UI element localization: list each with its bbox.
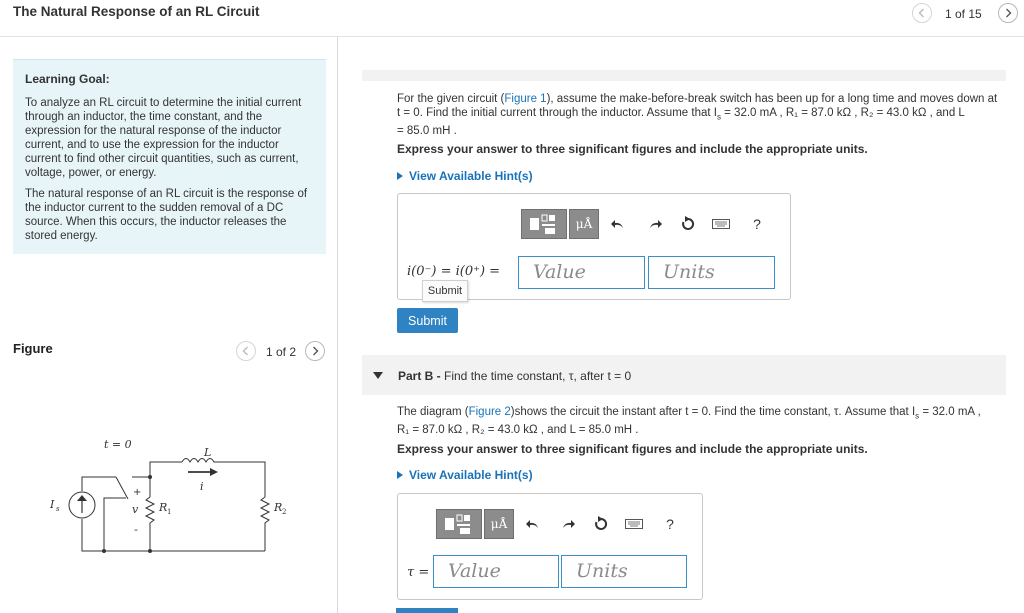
- part-a-header-bar: [362, 70, 1006, 81]
- chevron-left-icon: [241, 346, 251, 356]
- part-a-question: [397, 92, 1007, 138]
- templates-button[interactable]: [436, 509, 482, 539]
- part-a-submit-button[interactable]: Submit: [397, 308, 458, 333]
- part-b-q-line1: )shows the circuit the instant after t = 0. Find the time constant, τ. Assume that I: [510, 406, 916, 418]
- column-divider: [337, 36, 338, 613]
- part-a-q-line2: t = 0. Find the initial current through the inductor. Assume that I: [397, 107, 717, 119]
- undo-icon[interactable]: [609, 215, 627, 233]
- redo-icon[interactable]: [559, 515, 577, 533]
- label-i: i: [200, 480, 204, 493]
- prev-item-button[interactable]: [912, 3, 932, 23]
- part-b-value-input[interactable]: Value: [433, 555, 559, 588]
- figure-label: Figure: [13, 341, 53, 356]
- page-title: The Natural Response of an RL Circuit: [13, 4, 260, 19]
- keyboard-icon[interactable]: [624, 515, 644, 533]
- part-b-units-input[interactable]: Units: [561, 555, 687, 588]
- chevron-right-icon: [1003, 8, 1013, 18]
- part-b-answer-label: τ =: [407, 565, 430, 580]
- part-b-hints-link[interactable]: [397, 468, 533, 482]
- part-a-hints-label: View Available Hint(s): [409, 169, 533, 183]
- help-button[interactable]: ?: [753, 216, 761, 232]
- figure-1-link[interactable]: Figure 1: [504, 93, 547, 105]
- label-R2: R: [274, 501, 283, 514]
- chevron-right-icon: [310, 346, 320, 356]
- part-b-title-rest: Find the time constant, τ, after t = 0: [444, 369, 632, 383]
- units-symbol-button[interactable]: μÅ: [569, 209, 599, 239]
- units-symbol-button[interactable]: μÅ: [484, 509, 514, 539]
- label-R2-sub: 2: [282, 508, 287, 516]
- part-b-q-line1-end: = 32.0 mA ,: [919, 406, 981, 418]
- part-a-units-input[interactable]: Units: [648, 256, 775, 289]
- learning-goal-heading: Learning Goal:: [25, 72, 110, 86]
- figure-prev-button[interactable]: [236, 341, 256, 361]
- part-a-answer-label: i(0⁻) = i(0⁺) =: [407, 264, 501, 279]
- collapse-triangle-icon[interactable]: [373, 372, 383, 379]
- part-a-q-line3: = 85.0 mH .: [397, 125, 457, 138]
- templates-icon: [437, 510, 481, 538]
- part-b-q-sub: s: [915, 411, 920, 421]
- label-R1-sub: 1: [167, 508, 172, 516]
- part-a-q-sub: s: [716, 112, 721, 122]
- part-b-instruction: Express your answer to three significant figures and include the appropriate units.: [397, 442, 868, 456]
- undo-icon[interactable]: [524, 515, 542, 533]
- part-b-title: [398, 369, 631, 383]
- label-Is: I: [50, 498, 55, 511]
- part-b-q-prefix: The diagram (: [397, 406, 469, 418]
- part-a-q-prefix: For the given circuit (: [397, 93, 505, 105]
- help-button[interactable]: ?: [666, 516, 674, 532]
- label-t0: t = 0: [104, 438, 132, 451]
- label-minus: -: [134, 523, 138, 536]
- part-b-question: [397, 405, 1007, 437]
- expand-triangle-icon: [397, 172, 403, 180]
- label-v: v: [132, 503, 139, 516]
- templates-icon: [522, 210, 566, 238]
- label-R1: R: [159, 501, 168, 514]
- submit-tooltip: Submit: [422, 280, 468, 302]
- figure-next-button[interactable]: [305, 341, 325, 361]
- part-a-instruction: Express your answer to three significant figures and include the appropriate units.: [397, 142, 868, 156]
- circuit-diagram: [40, 435, 300, 560]
- part-a-hints-link[interactable]: [397, 169, 533, 183]
- part-a-toolbar: [521, 209, 781, 241]
- chevron-left-icon: [917, 8, 927, 18]
- item-page-indicator: 1 of 15: [945, 7, 982, 21]
- learning-goal-text-2: The natural response of an RL circuit is the response of the inductor current to the sudden removal of a DC source. When this occurs, the inductor releases the stored energy.: [25, 188, 308, 242]
- figure-page-indicator: 1 of 2: [266, 345, 297, 359]
- part-a-q-line1: ), assume the make-before-break switch has been up for a long time and moves down at: [546, 93, 998, 105]
- part-b-submit-button[interactable]: [396, 608, 458, 613]
- part-b-hints-label: View Available Hint(s): [409, 468, 533, 482]
- figure-2-link[interactable]: Figure 2: [468, 406, 511, 418]
- learning-goal-text: To analyze an RL circuit to determine the initial current through an inductor, the time constant, and the expression for the natural response of the inductor current, and to use the expression for the inductor current to find other circuit quantities, such as current, voltage, power, or energy.: [25, 97, 302, 179]
- learning-goal-box: [13, 59, 326, 254]
- label-plus: +: [133, 487, 142, 498]
- part-b-toolbar: [436, 509, 696, 541]
- label-L: L: [204, 446, 212, 459]
- next-item-button[interactable]: [998, 3, 1018, 23]
- reset-icon[interactable]: [679, 215, 697, 233]
- reset-icon[interactable]: [592, 515, 610, 533]
- part-a-q-line2-rest: = 32.0 mA , R₁ = 87.0 kΩ , R₂ = 43.0 kΩ , and L: [720, 107, 965, 119]
- keyboard-icon[interactable]: [711, 215, 731, 233]
- part-a-value-input[interactable]: Value: [518, 256, 645, 289]
- part-b-q-line2: R₁ = 87.0 kΩ , R₂ = 43.0 kΩ , and L = 85.0 mH .: [397, 424, 639, 437]
- part-b-title-bold: Part B -: [398, 369, 445, 383]
- redo-icon[interactable]: [646, 215, 664, 233]
- expand-triangle-icon: [397, 471, 403, 479]
- label-Is-sub: s: [56, 505, 60, 513]
- templates-button[interactable]: [521, 209, 567, 239]
